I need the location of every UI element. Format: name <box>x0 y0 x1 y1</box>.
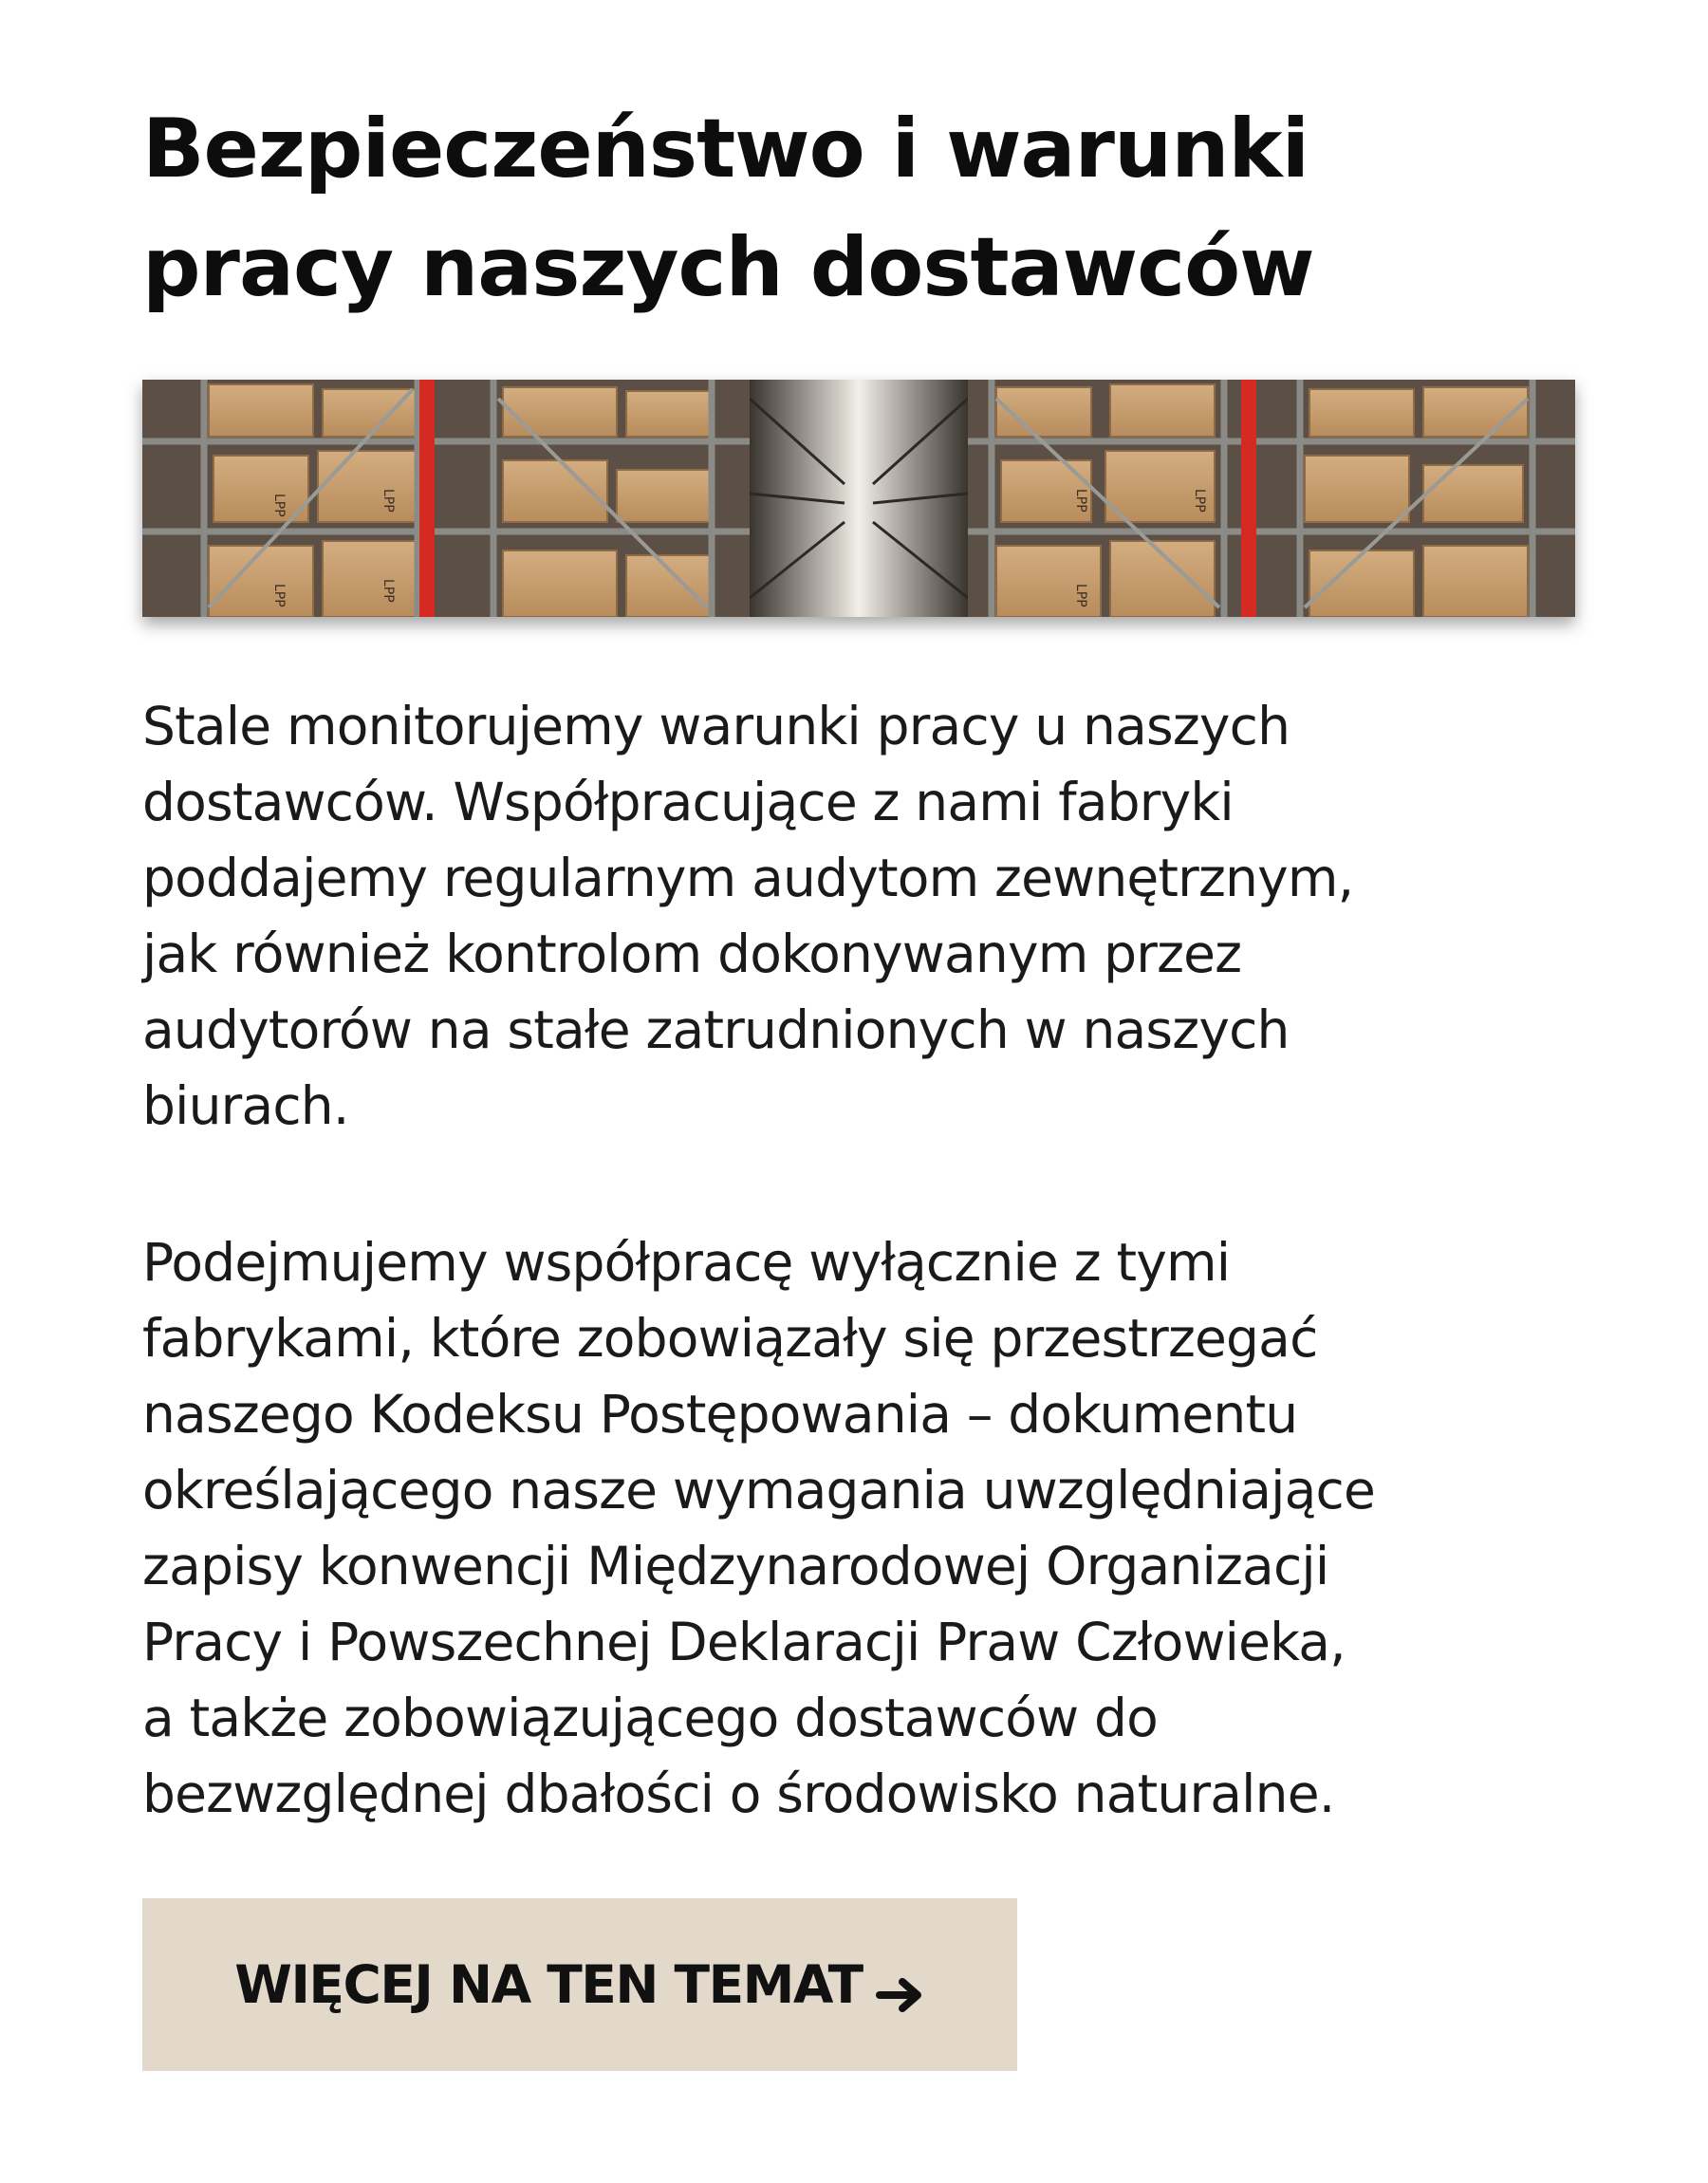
paragraph-line: naszego Kodeksu Postępowania – dokumentu <box>142 1384 1298 1445</box>
warehouse-illustration <box>142 380 1575 617</box>
article <box>142 90 1585 2015</box>
paragraph-monitoring <box>142 688 1585 1144</box>
paragraph-line: audytorów na stałe zatrudnionych w naszych <box>142 999 1290 1060</box>
paragraph-line: biurach. <box>142 1075 349 1136</box>
more-on-topic-button[interactable] <box>142 1898 1017 2071</box>
paragraph-line: bezwzględnej dbałości o środowisko naturalne. <box>142 1763 1335 1824</box>
box-label: LPP <box>271 494 287 517</box>
paragraph-line: zapisy konwencji Międzynarodowej Organizacji <box>142 1536 1329 1596</box>
box-label: LPP <box>1073 584 1088 607</box>
paragraph-line: określającego nasze wymagania uwzględniające <box>142 1460 1376 1521</box>
paragraph-line: fabrykami, które zobowiązały się przestrzegać <box>142 1308 1318 1369</box>
box-label: LPP <box>1073 489 1088 513</box>
arrow-right-icon <box>876 1966 925 2004</box>
paragraph-code-of-conduct <box>142 1224 1585 1832</box>
page-title <box>142 90 1585 327</box>
shelf-red-post <box>419 380 435 617</box>
more-on-topic-label: WIĘCEJ NA TEN TEMAT <box>234 1954 863 2015</box>
box-label: LPP <box>1192 489 1207 513</box>
paragraph-line: Podejmujemy współpracę wyłącznie z tymi <box>142 1232 1231 1293</box>
paragraph-line: poddajemy regularnym audytom zewnętrznym, <box>142 848 1354 908</box>
aisle <box>750 380 968 617</box>
title-line: pracy naszych dostawców <box>142 220 1314 315</box>
right-shelving <box>968 380 1575 617</box>
box-label: LPP <box>381 579 396 603</box>
paragraph-line: Stale monitorujemy warunki pracy u naszych <box>142 696 1290 756</box>
box-label: LPP <box>381 489 396 513</box>
warehouse-image <box>142 380 1575 617</box>
paragraph-line: dostawców. Współpracujące z nami fabryki <box>142 772 1234 832</box>
paragraph-line: jak również kontrolom dokonywanym przez <box>142 924 1242 984</box>
shelf-red-post <box>1241 380 1256 617</box>
paragraph-line: a także zobowiązującego dostawców do <box>142 1688 1158 1748</box>
paragraph-line: Pracy i Powszechnej Deklaracji Praw Człowieka, <box>142 1612 1346 1672</box>
left-shelving <box>142 380 750 617</box>
title-line: Bezpieczeństwo i warunki <box>142 102 1309 196</box>
box-label: LPP <box>271 584 287 607</box>
